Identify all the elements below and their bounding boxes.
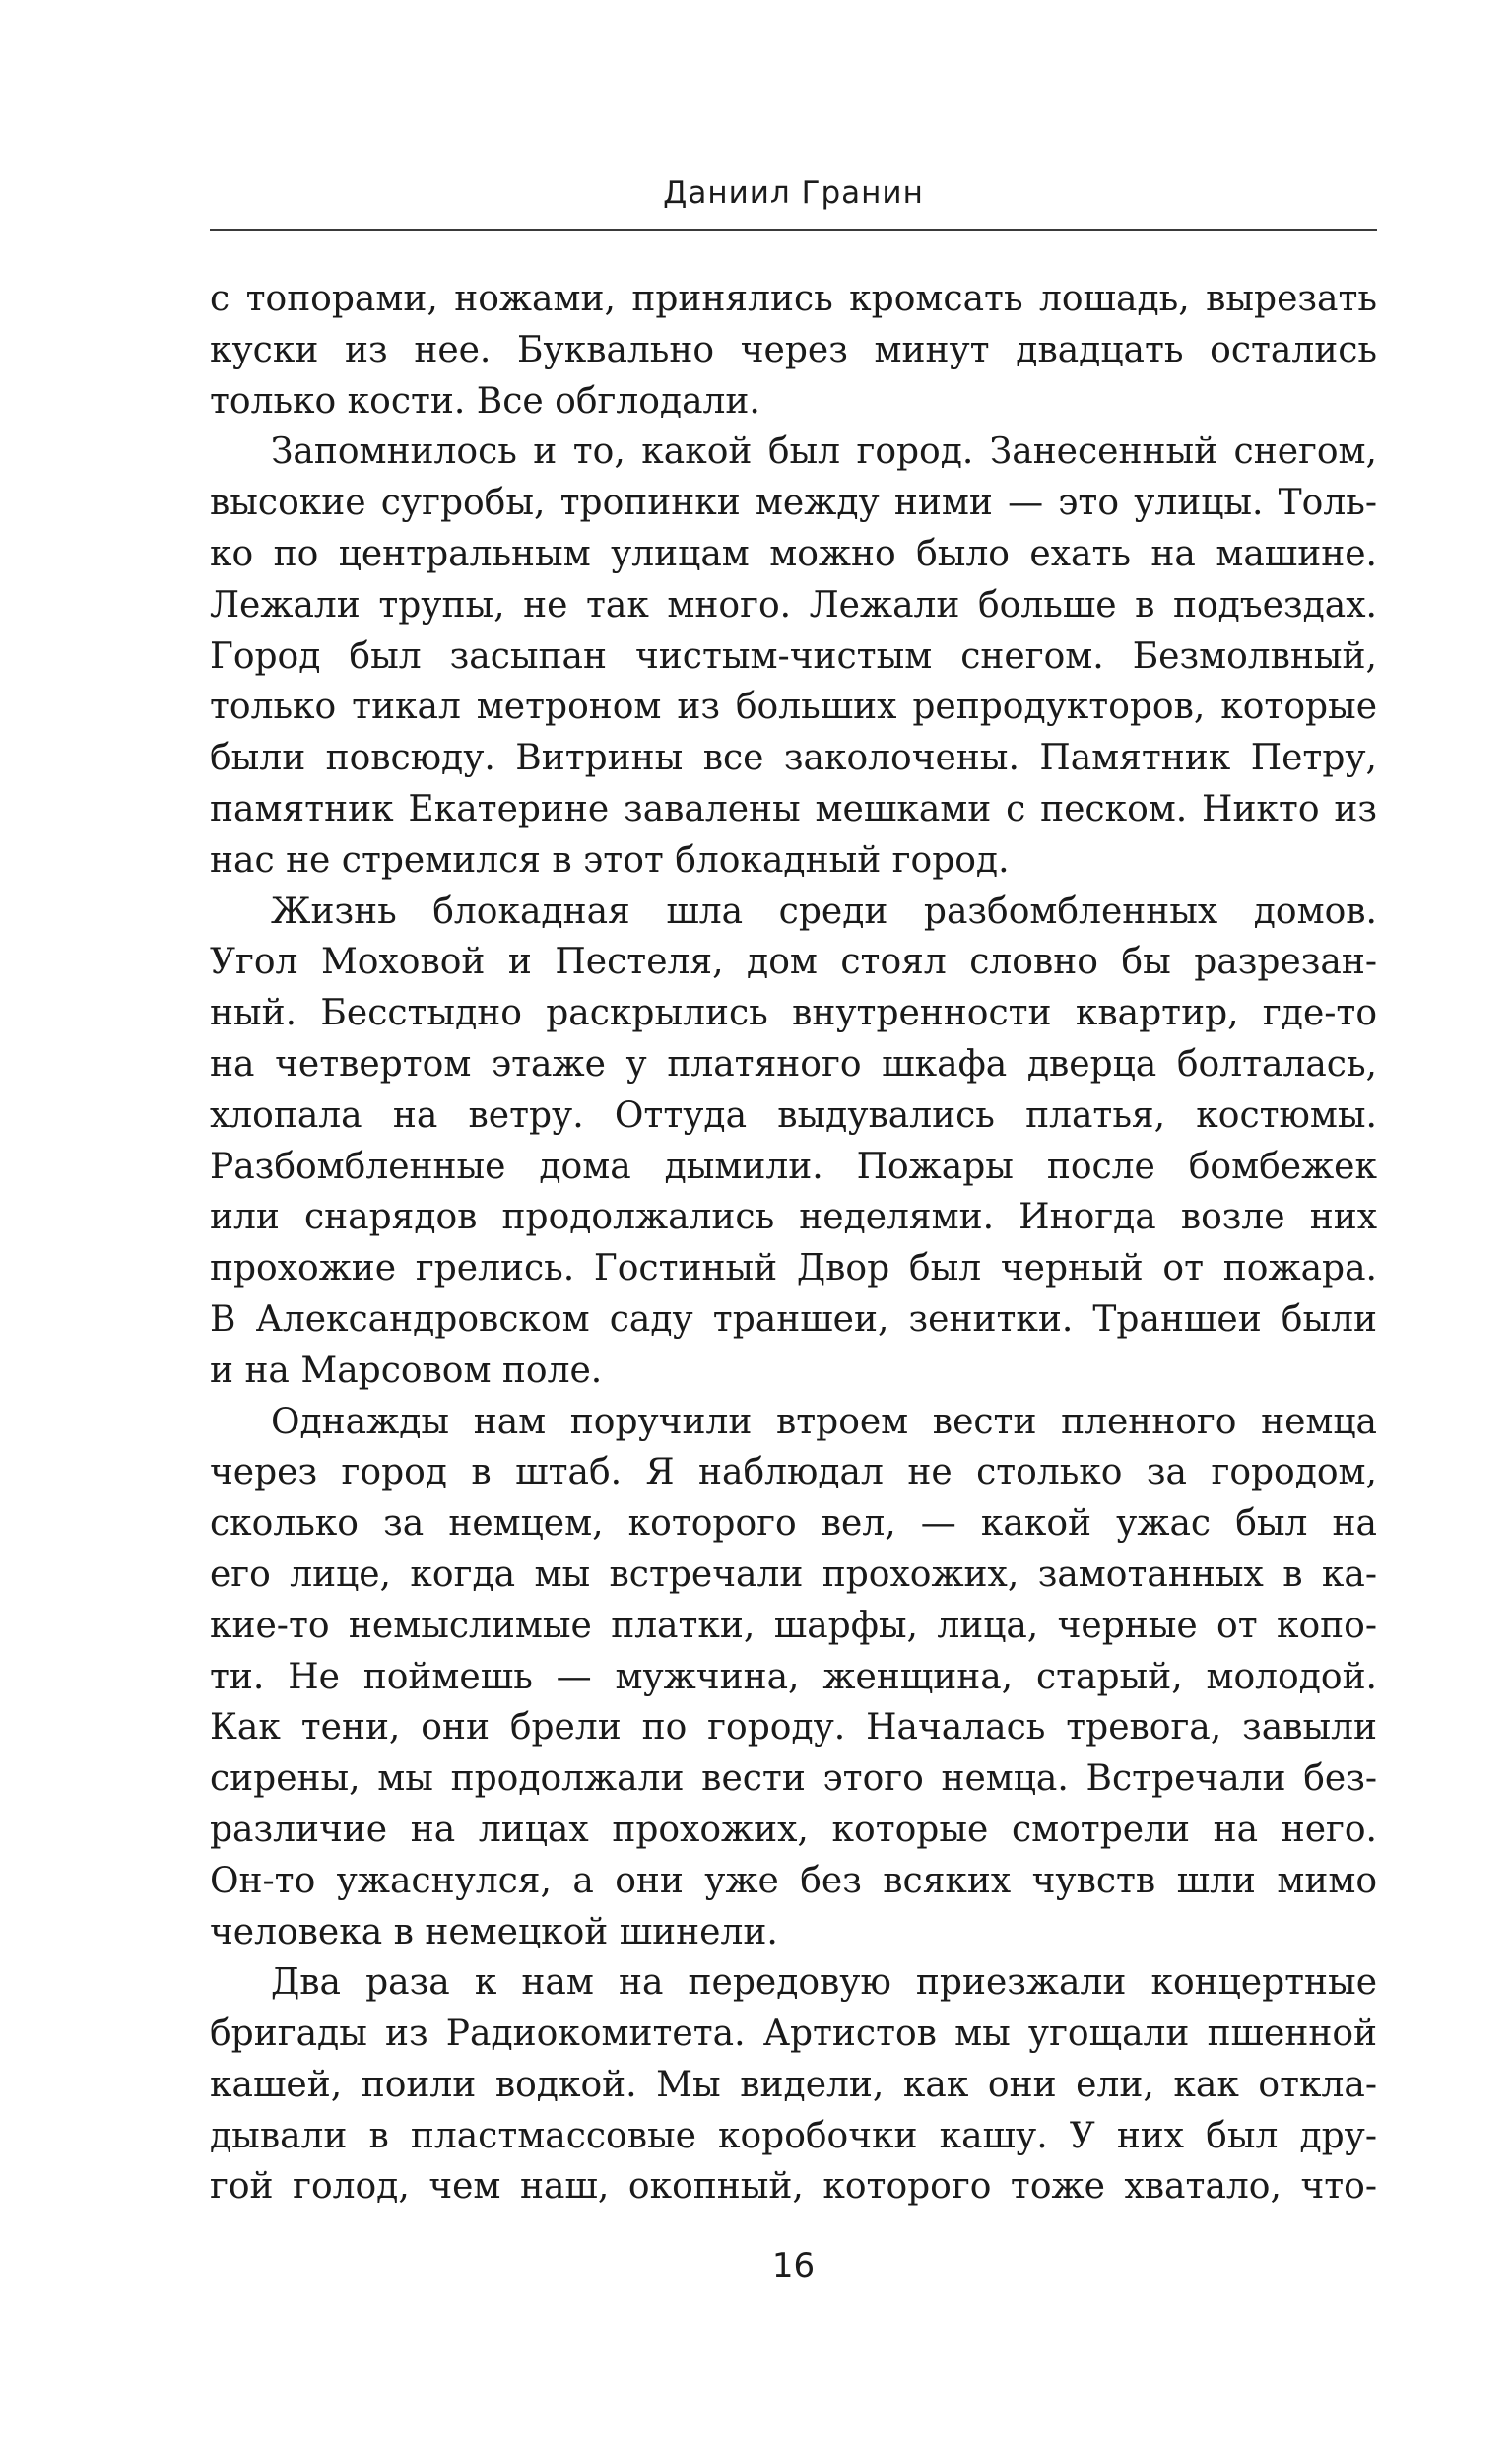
text-line: на четвертом этаже у платяного шкафа дверца болталась, (210, 1043, 1377, 1085)
text-line: только тикал метроном из больших репродукторов, которые (210, 687, 1377, 728)
text-line: гой голод, чем наш, окопный, которого тоже хватало, что- (210, 2166, 1377, 2208)
text-line: дывали в пластмассовые коробочки кашу. У них был дру- (210, 2115, 1377, 2156)
text-line: ти. Не поймешь — мужчина, женщина, старый, молодой. (210, 1656, 1377, 1697)
text-line: Он-то ужаснулся, а они уже без всяких чувств шли мимо (210, 1860, 1377, 1901)
text-line: сколько за немцем, которого вел, — какой ужас был на (210, 1503, 1377, 1545)
page-number: 16 (771, 2246, 816, 2285)
text-line: его лице, когда мы встречали прохожих, замотанных в ка- (210, 1553, 1377, 1595)
text-line: ный. Бесстыдно раскрылись внутренности квартир, где-то (210, 993, 1377, 1034)
text-line: памятник Екатерине завалены мешками с песком. Никто из (210, 788, 1377, 829)
text-line: различие на лицах прохожих, которые смотрели на него. (210, 1809, 1377, 1850)
text-line: Как тени, они брели по городу. Началась тревога, завыли (210, 1707, 1377, 1749)
text-line: Жизнь блокадная шла среди разбомбленных домов. (271, 891, 1377, 932)
text-line: через город в штаб. Я наблюдал не столько за городом, (210, 1452, 1377, 1493)
text-line: Два раза к нам на передовую приезжали концертные (271, 1962, 1377, 2004)
text-line: бригады из Радиокомитета. Артистов мы угощали пшенной (210, 2014, 1377, 2055)
text-line: и на Марсовом поле. (210, 1350, 603, 1391)
text-line: высокие сугробы, тропинки между ними — это улицы. Толь- (210, 483, 1377, 524)
text-line: были повсюду. Витрины все заколочены. Памятник Петру, (210, 738, 1377, 779)
text-line: кашей, поили водкой. Мы видели, как они ели, как откла- (210, 2064, 1377, 2105)
running-head: Даниил Гранин (663, 175, 924, 211)
text-line: Угол Моховой и Пестеля, дом стоял словно бы разрезан- (210, 942, 1377, 983)
text-line: кие-то немыслимые платки, шарфы, лица, черные от копо- (210, 1605, 1377, 1646)
text-line: прохожие грелись. Гостиный Двор был черный от пожара. (210, 1248, 1377, 1289)
text-line: ко по центральным улицам можно было ехать на машине. (210, 533, 1377, 574)
text-line: Однажды нам поручили втроем вести пленного немца (271, 1401, 1377, 1442)
text-line: Разбомбленные дома дымили. Пожары после бомбежек (210, 1146, 1377, 1187)
text-line: В Александровском саду траншеи, зенитки. Траншеи были (210, 1298, 1377, 1340)
text-line: нас не стремился в этот блокадный город. (210, 839, 1010, 881)
text-line: только кости. Все обглодали. (210, 380, 760, 422)
text-line: или снарядов продолжались неделями. Иногда возле них (210, 1197, 1377, 1238)
body-text (210, 274, 1377, 2212)
text-line: Город был засыпан чистым-чистым снегом. Безмолвный, (210, 635, 1377, 677)
text-line: человека в немецкой шинели. (210, 1911, 778, 1952)
text-line: куски из нее. Буквально через минут двадцать остались (210, 329, 1377, 370)
text-line: сирены, мы продолжали вести этого немца. Встречали без- (210, 1758, 1377, 1800)
header-rule (210, 229, 1377, 231)
text-line: с топорами, ножами, принялись кромсать лошадь, вырезать (210, 279, 1377, 319)
text-line: Лежали трупы, не так много. Лежали больше в подъездах. (210, 584, 1377, 626)
text-line: Запомнилось и то, какой был город. Занесенный снегом, (271, 431, 1377, 473)
text-line: хлопала на ветру. Оттуда выдувались платья, костюмы. (210, 1094, 1377, 1136)
